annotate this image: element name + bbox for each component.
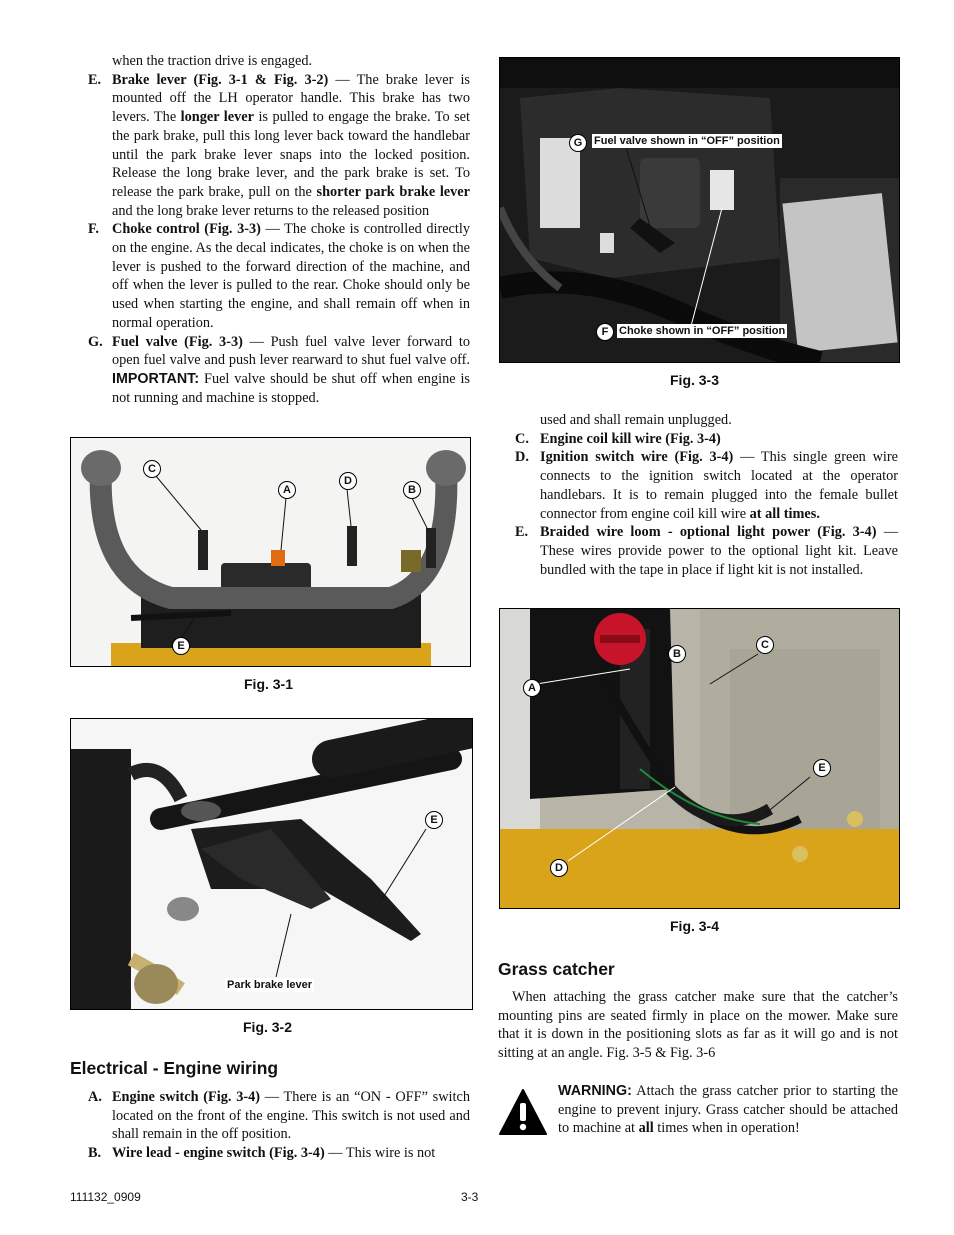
figure-3-1 xyxy=(70,437,471,667)
caption-fig-3-1: Fig. 3-1 xyxy=(244,676,294,692)
label-d: D xyxy=(339,472,357,490)
label-d: D xyxy=(550,859,568,877)
warning-label: WARNING: xyxy=(558,1083,632,1099)
label-a: A xyxy=(278,481,296,499)
item-title: Engine coil kill wire (Fig. 3-4) xyxy=(540,430,721,447)
item-letter: E. xyxy=(88,71,102,88)
warning-block xyxy=(498,1082,898,1138)
item-title: Braided wire loom - optional light power (Fig. 3-4) xyxy=(540,524,877,541)
grass-catcher-text: When attaching the grass catcher make sure that the catcher’s mounting pins are seated firmly in place on the mower. Make sure that it is down in the positioning slots as far as it will go and is not sitting at an angle. Fig. 3-5 & Fig. 3-6 xyxy=(498,989,898,1062)
heading-electrical-engine-wiring: Electrical - Engine wiring xyxy=(70,1058,279,1078)
warning-text-part: times when in operation! xyxy=(653,1120,800,1137)
item-brake-lever xyxy=(70,71,470,221)
item-letter: D. xyxy=(515,449,529,466)
item-text: — The brake lever is mounted off the LH operator handle. This brake has two levers. The xyxy=(112,71,470,126)
label-e: E xyxy=(813,759,831,777)
handlebar-photo xyxy=(71,438,470,666)
footer-page-number: 3-3 xyxy=(461,1190,479,1204)
left-column xyxy=(70,52,470,407)
item-text: is pulled to engage the brake. To set the park brake, pull this long lever back toward the handlebar until the park brake lever snaps into the locked position. Release the long brake lever, and the park brake is set. To release the park brake, pull on the xyxy=(112,109,471,200)
label-f: F xyxy=(596,323,614,341)
warning-icon xyxy=(498,1088,548,1138)
item-text: — These wires provide power to the optional light kit. Leave bundled with the tape in place if light kit is not installed. xyxy=(540,524,898,578)
caption-fig-3-3: Fig. 3-3 xyxy=(670,372,720,388)
warning-text-part: Attach the grass catcher prior to starting the engine to prevent injury. Grass catcher should be attached to machine at xyxy=(558,1083,898,1137)
left-intro: when the traction drive is engaged. xyxy=(112,53,313,69)
item-letter: G. xyxy=(88,333,103,350)
heading-grass-catcher: Grass catcher xyxy=(498,959,615,979)
item-text: — There is an “ON - OFF” switch located on the front of the engine. This switch is not used and shall remain in the off position. xyxy=(112,1089,470,1143)
warning-bold: all xyxy=(638,1120,654,1137)
label-b: B xyxy=(668,645,686,663)
item-text: Fuel valve should be shut off when engine is not running and machine is stopped. xyxy=(112,370,470,406)
item-letter: C. xyxy=(515,430,529,447)
item-title: Wire lead - engine switch (Fig. 3-4) xyxy=(112,1145,325,1162)
item-bold: longer lever xyxy=(180,109,254,126)
item-fuel-valve xyxy=(70,333,470,408)
electrical-list xyxy=(70,1088,470,1163)
label-c: C xyxy=(756,636,774,654)
figure-3-2 xyxy=(70,718,473,1010)
right-intro: used and shall remain unplugged. xyxy=(540,412,732,428)
label-e: E xyxy=(425,811,443,829)
label-b: B xyxy=(403,481,421,499)
item-letter: A. xyxy=(88,1089,102,1105)
item-title: Engine switch (Fig. 3-4) xyxy=(112,1089,261,1105)
item-letter: B. xyxy=(88,1145,102,1162)
item-title: Brake lever (Fig. 3-1 & Fig. 3-2) xyxy=(112,71,329,88)
label-a: A xyxy=(523,679,541,697)
item-text: and the long brake lever returns to the released position xyxy=(112,202,430,219)
right-column xyxy=(498,411,898,579)
item-letter: E. xyxy=(515,524,529,541)
item-engine-coil-kill-wire xyxy=(498,430,898,449)
item-letter: F. xyxy=(88,221,99,238)
footer-doc-number: 111132_0909 xyxy=(70,1190,141,1204)
label-e: E xyxy=(172,637,190,655)
caption-fig-3-4: Fig. 3-4 xyxy=(670,918,720,934)
item-title: Ignition switch wire (Fig. 3-4) xyxy=(540,449,734,466)
figure-3-4 xyxy=(499,608,900,909)
label-g: G xyxy=(569,134,587,152)
item-title: Fuel valve (Fig. 3-3) xyxy=(112,333,243,350)
item-bold: at all times. xyxy=(749,505,820,522)
item-braided-wire-loom xyxy=(498,523,898,579)
item-bold: shorter park brake lever xyxy=(316,183,470,200)
warning-text xyxy=(498,1082,898,1138)
item-wire-lead xyxy=(70,1144,470,1163)
item-choke-control xyxy=(70,220,470,332)
fuel-valve-note: Fuel valve shown in “OFF” position xyxy=(594,135,780,147)
item-text: — This single green wire connects to the ignition switch located at the operator handlebars. It is to remain plugged into the female bullet connector from engine coil kill wire xyxy=(540,449,899,522)
item-text: — This wire is not xyxy=(324,1145,436,1162)
label-c: C xyxy=(143,460,161,478)
item-engine-switch xyxy=(70,1088,470,1144)
item-text: — The choke is controlled directly on the engine. As the decal indicates, the choke is on when the lever is pushed to the forward direction of the machine, and off when the lever is pulled to the rear. Choke should only be used when starting the engine, and shall remain off when in normal operation. xyxy=(112,221,470,331)
choke-note: Choke shown in “OFF” position xyxy=(619,325,786,337)
item-text: — Push fuel valve lever forward to open fuel valve and push lever rearward to shut fuel valve off. xyxy=(112,333,470,369)
item-title: Choke control (Fig. 3-3) xyxy=(112,221,261,238)
brake-lever-photo xyxy=(71,719,472,1009)
park-brake-lever-note: Park brake lever xyxy=(227,979,313,991)
caption-fig-3-2: Fig. 3-2 xyxy=(243,1019,293,1035)
important-label: IMPORTANT: xyxy=(112,370,200,387)
item-ignition-switch-wire xyxy=(498,448,898,523)
figure-3-3 xyxy=(499,57,900,363)
fuel-choke-photo xyxy=(500,58,899,362)
